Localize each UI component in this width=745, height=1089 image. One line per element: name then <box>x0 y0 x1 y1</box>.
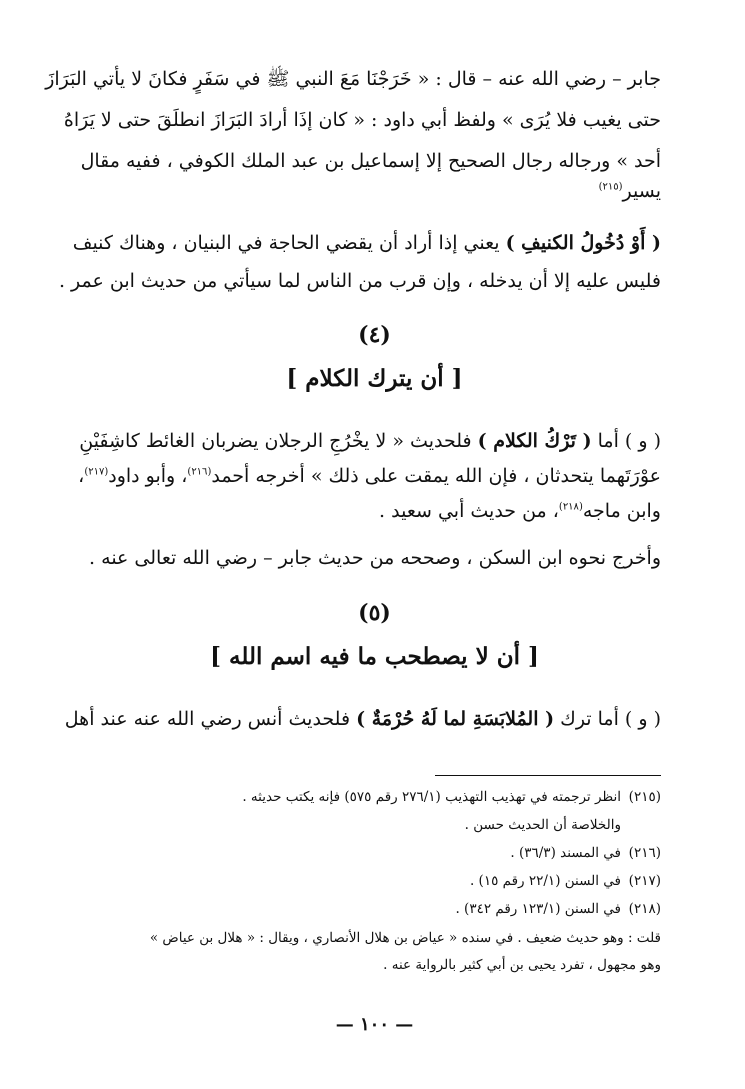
paragraph-line <box>78 463 661 489</box>
footnote-text: والخلاصة أن الحديث حسن . <box>464 817 621 833</box>
paragraph-text: ( و ) أما <box>597 430 661 452</box>
paragraph-text: يعني إذا أراد أن يقضي الحاجة في البنيان ، وهناك كنيف <box>72 232 500 254</box>
section-number: (٥) <box>358 600 391 626</box>
paragraph-line <box>88 498 661 524</box>
footnote <box>88 955 661 975</box>
paragraph-text: فلحديث « لا يخْرُجِ الرجلان يضربان الغائط كاشِفَيْنِ <box>79 430 472 452</box>
footnote <box>88 843 661 863</box>
section-title: [ أن لا يصطحب ما فيه اسم الله ] <box>210 643 539 670</box>
paragraph-text: ، <box>78 465 85 487</box>
term-bold: ( تَرْكُ الكلام ) <box>477 430 592 452</box>
footnote-ref: (٢١٨) <box>558 501 583 513</box>
section-title: [ أن يترك الكلام ] <box>286 365 463 392</box>
section-number: (٤) <box>358 322 391 348</box>
footnote-text: وهو مجهول ، تفرد يحيى بن أبي كثير بالرواية عنه . <box>383 957 661 973</box>
footnote-number: (٢١٥) <box>628 789 661 805</box>
paragraph-text: فلحديث أنس رضي الله عنه عند أهل <box>64 708 351 730</box>
footnote-separator <box>435 775 661 776</box>
paragraph-line: أحد » ورجاله رجال الصحيح إلا إسماعيل بن عبد الملك الكوفي ، ففيه مقال <box>80 150 661 172</box>
paragraph-text: ( و ) أما ترك <box>560 708 661 730</box>
footnote <box>68 928 661 948</box>
footnote-text: في السنن (١٢٣/١ رقم ٣٤٢) . <box>455 901 621 917</box>
footnote-number: (٢١٨) <box>628 901 661 917</box>
term-bold: ( أَوْ دُخُولُ الكنيفِ ) <box>505 232 661 254</box>
footnote-number: (٢١٦) <box>628 845 661 861</box>
footnote-ref: (٢١٧) <box>84 466 109 478</box>
book-page <box>45 0 661 1089</box>
footnote <box>88 815 661 835</box>
footnote-text: في السنن (٢٢/١ رقم ١٥) . <box>469 873 621 889</box>
paragraph-text: ، من حديث أبي سعيد . <box>379 500 559 522</box>
footnote-ref: (٢١٦) <box>187 466 212 478</box>
footnote <box>88 787 661 807</box>
paragraph-line: فليس عليه إلا أن يدخله ، وإن قرب من الناس لما سيأتي من حديث ابن عمر . <box>58 270 661 292</box>
footnote-ref: (٢١٥) <box>598 181 623 193</box>
footnote <box>88 899 661 919</box>
paragraph-text: وابن ماجه <box>582 500 661 522</box>
paragraph-line: وأخرج نحوه ابن السكن ، وصححه من حديث جابر – رضي الله تعالى عنه . <box>89 547 661 569</box>
footnote-text: في المسند (٣٦/٣) . <box>510 845 621 861</box>
paragraph-text: يسير <box>622 180 661 202</box>
paragraph-line <box>72 230 661 256</box>
term-bold: ( المُلابَسَةِ لما لَهُ حُرْمَةٌ ) <box>356 708 555 730</box>
footnote-text: قلت : وهو حديث ضعيف . في سنده « عياض بن هلال الأنصاري ، ويقال : « هلال بن عياض » <box>149 930 661 946</box>
paragraph-line <box>64 706 661 732</box>
paragraph-text: ، وأبو داود <box>108 465 188 487</box>
paragraph-line <box>88 178 661 204</box>
paragraph-line <box>79 428 661 454</box>
paragraph-text: عوْرَتَهما يتحدثان ، فإن الله يمقت على ذلك » أخرجه أحمد <box>211 465 661 487</box>
footnote <box>88 871 661 891</box>
page-number: — ١٠٠ — <box>335 1014 414 1035</box>
paragraph-line: جابر – رضي الله عنه – قال : « خَرَجْنَا مَعَ النبي ﷺ في سَفَرٍ فكانَ لا يأتي البَرَازَ <box>45 68 661 90</box>
footnote-number: (٢١٧) <box>628 873 661 889</box>
paragraph-line: حتى يغيب فلا يُرَى » ولفظ أبي داود : « كان إذَا أرادَ البَرَازَ انطلَقَ حتى لا يَرَاهُ <box>63 109 661 131</box>
footnote-text: انظر ترجمته في تهذيب التهذيب (٢٧٦/١ رقم ٥٧٥) فإنه يكتب حديثه . <box>242 789 621 805</box>
